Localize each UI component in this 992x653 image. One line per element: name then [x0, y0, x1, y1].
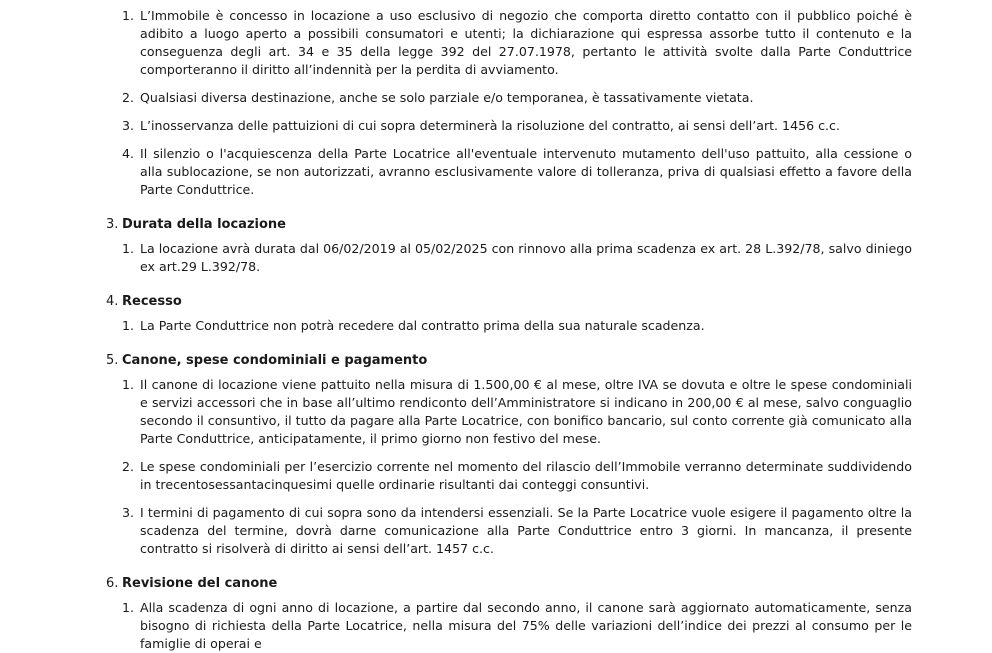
clause-5-1: [122, 376, 912, 448]
section-heading-durata: [106, 216, 286, 234]
clause-4-1: [122, 317, 912, 335]
section-title: Durata della locazione: [122, 217, 286, 232]
clause-5-2: [122, 458, 912, 494]
clause-text: Il silenzio o l'acquiescenza della Parte Locatrice all'eventuale intervenuto mutamento dell'uso pattuito, alla cessione o alla sublocazione, se non autorizzati, avranno esclusivamente valore di tolleranza, priva di qualsiasi effetto a favore della Parte Conduttrice.: [140, 146, 912, 197]
clause-text: Qualsiasi diversa destinazione, anche se solo parziale e/o temporanea, è tassativamente vietata.: [140, 90, 754, 105]
section-title: Revisione del canone: [122, 576, 278, 591]
section-number: 6.: [106, 576, 119, 591]
clause-number: 2.: [122, 90, 135, 105]
clause-2-2: [122, 89, 912, 107]
section-number: 3.: [106, 217, 119, 232]
section-heading-recesso: [106, 293, 182, 311]
clause-text: Il canone di locazione viene pattuito nella misura di 1.500,00 € al mese, oltre IVA se dovuta e oltre le spese condominiali e servizi accessori che in base all’ultimo rendiconto dell’Amministratore si indicano in 200,00 € al mese, salvo conguaglio secondo il consuntivo, il tutto da pagare alla Parte Locatrice, con bonifico bancario, sul conto corrente già comunicato alla Parte Conduttrice, anticipatamente, il primo giorno non festivo del mese.: [140, 377, 912, 446]
clause-number: 3.: [122, 505, 135, 520]
clause-3-1: [122, 240, 912, 276]
clause-text: La locazione avrà durata dal 06/02/2019 al 05/02/2025 con rinnovo alla prima scadenza ex art. 28 L.392/78, salvo diniego ex art.29 L.392/78.: [140, 241, 912, 274]
clause-number: 1.: [122, 8, 135, 23]
clause-text: L’inosservanza delle pattuizioni di cui sopra determinerà la risoluzione del contratto, ai sensi dell’art. 1456 c.c.: [140, 118, 840, 133]
clause-number: 1.: [122, 377, 135, 392]
clause-number: 1.: [122, 318, 135, 333]
clause-5-3: [122, 504, 912, 558]
section-title: Canone, spese condominiali e pagamento: [122, 353, 428, 368]
clause-text: Alla scadenza di ogni anno di locazione, a partire dal secondo anno, il canone sarà aggiornato automaticamente, senza bisogno di richiesta della Parte Locatrice, nella misura del 75% delle variazioni dell’indice dei prezzi al consumo per le famiglie di operai e: [140, 600, 912, 651]
clause-2-1: [122, 7, 912, 79]
clause-number: 2.: [122, 459, 135, 474]
section-heading-canone: [106, 352, 427, 370]
clause-number: 1.: [122, 241, 135, 256]
clause-text: L’Immobile è concesso in locazione a uso esclusivo di negozio che comporta diretto contatto con il pubblico poiché è adibito a luogo aperto a possibili consumatori e utenti; la dichiarazione qui espressa assorbe tutto il contenuto e la conseguenza degli art. 34 e 35 della legge 392 del 27.07.1978, pertanto le attività svolte dalla Parte Conduttrice comporteranno il diritto all’indennità per la perdita di avviamento.: [140, 8, 912, 77]
clause-text: Le spese condominiali per l’esercizio corrente nel momento del rilascio dell’Immobile verranno determinate suddividendo in trecentosessantacinquesimi quelle ordinarie risultanti dai conteggi consuntivi.: [140, 459, 912, 492]
section-number: 5.: [106, 353, 119, 368]
clause-number: 4.: [122, 146, 135, 161]
clause-text: La Parte Conduttrice non potrà recedere dal contratto prima della sua naturale scadenza.: [140, 318, 705, 333]
clause-2-4: [122, 145, 912, 199]
clause-2-3: [122, 117, 912, 135]
clause-number: 1.: [122, 600, 135, 615]
clause-number: 3.: [122, 118, 135, 133]
section-number: 4.: [106, 294, 119, 309]
section-heading-revisione: [106, 575, 277, 593]
section-title: Recesso: [122, 294, 182, 309]
clause-text: I termini di pagamento di cui sopra sono da intendersi essenziali. Se la Parte Locatrice vuole esigere il pagamento oltre la scadenza del termine, dovrà darne comunicazione alla Parte Conduttrice entro 3 giorni. In mancanza, il presente contratto si risolverà di diritto ai sensi dell’art. 1457 c.c.: [140, 505, 912, 556]
clause-6-1: [122, 599, 912, 653]
